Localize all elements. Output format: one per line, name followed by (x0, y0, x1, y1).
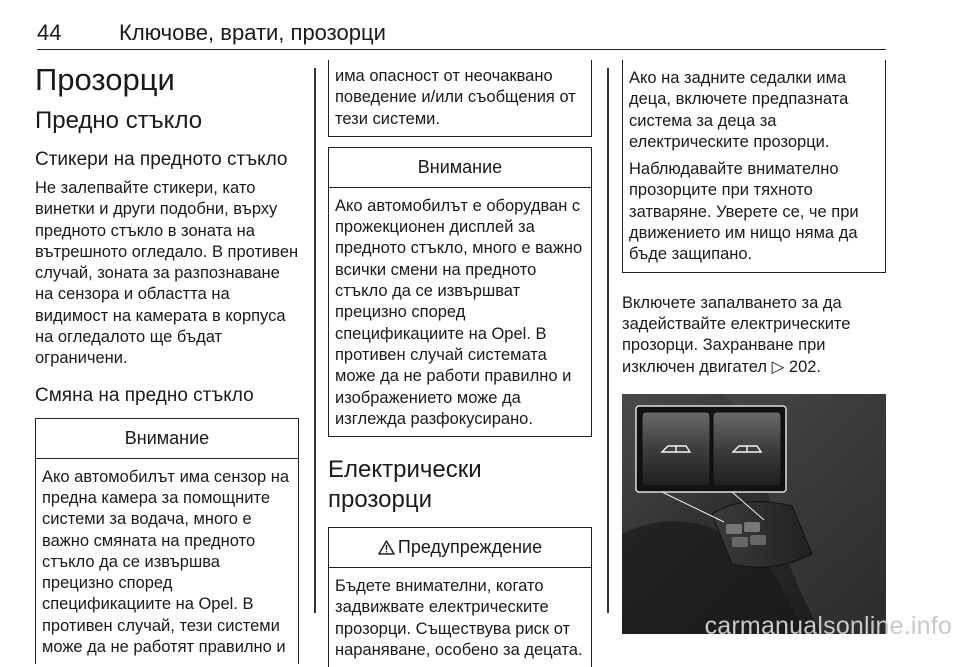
page-number: 44 (37, 20, 62, 45)
ignition-paragraph (622, 293, 886, 378)
warning-box-title: Предупреждение (397, 537, 543, 558)
page-ref-arrow-icon: ▷ (771, 357, 785, 376)
warning-icon (378, 540, 395, 555)
notice-box-hud-text: Ако автомобилът е оборудван с прожекционен дисплей за предното стъкло, много е важно всички смени на предното стъкло да се извършват прецизно според спецификациите на Opel. В противен случай системата може да не работи правилно и изображението може да изглежда разфокусирано. (335, 196, 583, 428)
column-2 (328, 60, 592, 667)
notice-box-hud-title: Внимание (329, 148, 591, 188)
chapter-title: Ключове, врати, прозорци (119, 20, 386, 45)
column-3 (622, 60, 886, 634)
column-divider (314, 68, 316, 613)
subsection-title: Предно стъкло (35, 107, 203, 134)
notice-box-hud (328, 147, 592, 437)
warning-box-title-row (329, 528, 591, 568)
stickers-paragraph: Не залепвайте стикери, като винетки и други подобни, върху предното стъкло в зоната на вътрешното огледало. В противен случай, зоната за разпознаване на сензора и областта на видимост на камерата в корпуса на огледалото ще бъдат ограничени. (35, 179, 299, 368)
page-ref-link[interactable]: 202. (788, 357, 822, 376)
notice-box-title: Внимание (36, 419, 298, 459)
warning-continued-p1: Ако на задните седалки има деца, включете предпазната система за деца за електрическите прозорци. (629, 69, 849, 151)
page-header (37, 20, 886, 50)
warning-box (328, 527, 592, 667)
window-switch-illustration (622, 394, 886, 634)
warning-box-continued (622, 60, 886, 273)
warning-continued-p2: Наблюдавайте внимателно прозорците при тяхното затваряне. Уверете се, че при движението им нищо няма да бъде защипано. (629, 160, 859, 264)
power-windows-heading: Електрически прозорци (328, 456, 482, 514)
window-switches-photo (622, 394, 886, 634)
notice-continued-text: има опасност от неочаквано поведение и/или съобщения от тези системи. (335, 67, 576, 128)
stickers-heading: Стикери на предното стъкло (35, 149, 288, 170)
notice-box (35, 418, 299, 665)
column-1 (35, 60, 299, 664)
ignition-text: Включете запалването за да задействайте електрическите прозорци. Захранване при изключен двигател (622, 293, 851, 376)
notice-box-text: Ако автомобилът има сензор на предна камера за помощните системи за водача, много е важно смяната на предното стъкло да се извършва прецизно според спецификациите на Opel. В противен случай, тези системи може да не работят правилно и (42, 467, 290, 657)
section-title: Прозорци (35, 62, 175, 97)
column-divider (607, 68, 609, 613)
replace-heading: Смяна на предно стъкло (35, 384, 254, 406)
warning-box-text: Бъдете внимателни, когато задвижвате електрическите прозорци. Съществува риск от нараняване, особено за децата. (335, 577, 583, 660)
watermark: carmanualsonline.info (704, 612, 952, 640)
notice-box-continued (328, 60, 592, 137)
